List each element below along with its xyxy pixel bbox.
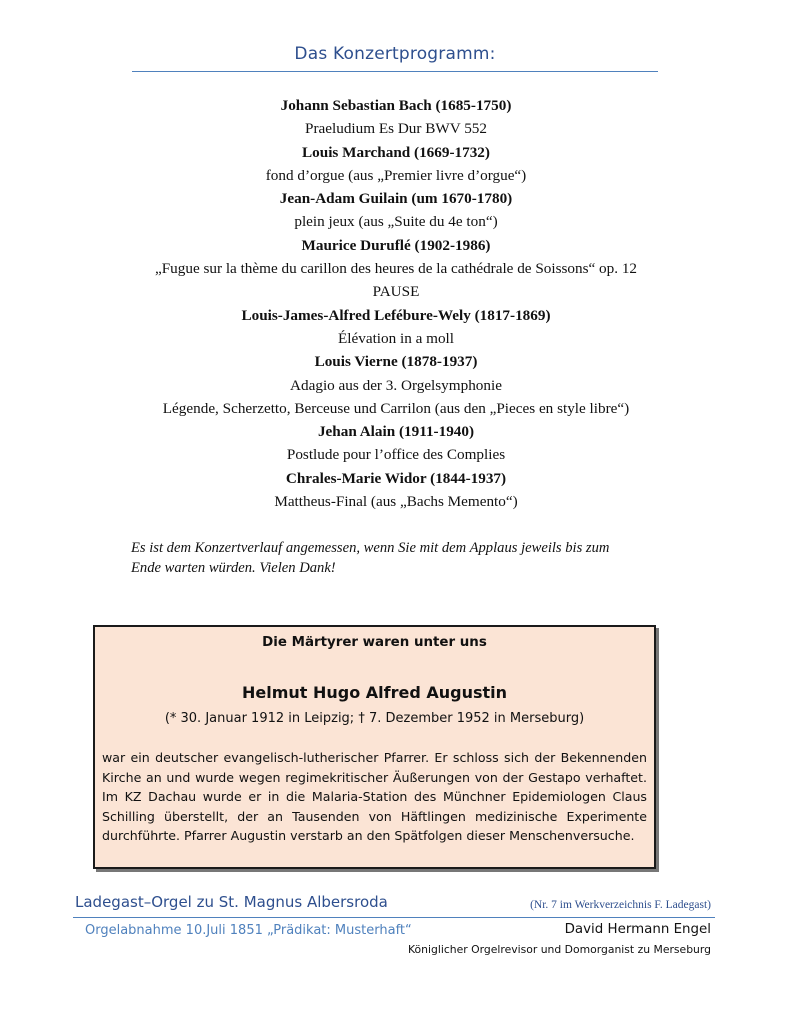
- biography-line: war ein deutscher evangelisch-lutherischer Pfarrer. Er schloss sich der Bekennenden: [102, 750, 647, 765]
- program-line: Praeludium Es Dur BWV 552: [305, 120, 487, 138]
- program-line: Adagio aus der 3. Orgelsymphonie: [290, 376, 502, 394]
- footer-acceptance: Orgelabnahme 10.Juli 1851 „Prädikat: Musterhaft“: [85, 923, 412, 938]
- biography-line: Im KZ Dachau wurde er in die Malaria-Station des Münchner Epidemiologen Claus: [102, 789, 647, 804]
- program-line: plein jeux (aus „Suite du 4e ton“): [294, 213, 498, 231]
- biography-line: durchführte. Pfarrer Augustin verstarb an den Spätfolgen dieser Menschenversuche.: [102, 828, 635, 843]
- footer-organ-name: Ladegast–Orgel zu St. Magnus Albersroda: [75, 893, 388, 911]
- box-person-name: Helmut Hugo Alfred Augustin: [241, 683, 508, 702]
- program-line: Mattheus-Final (aus „Bachs Memento“): [274, 493, 518, 511]
- footer-catalog-ref: (Nr. 7 im Werkverzeichnis F. Ladegast): [530, 899, 711, 911]
- martyr-info-box: [93, 625, 656, 869]
- program-line: PAUSE: [372, 283, 420, 301]
- program-line: Jean-Adam Guilain (um 1670-1780): [279, 190, 513, 208]
- program-line: Louis-James-Alfred Lefébure-Wely (1817-1869): [241, 306, 551, 324]
- program-line: Jehan Alain (1911-1940): [317, 423, 475, 441]
- concert-program: [60, 94, 732, 513]
- program-line: fond d’orgue (aus „Premier livre d’orgue“): [265, 166, 527, 184]
- program-line: Louis Vierne (1878-1937): [314, 353, 478, 371]
- applause-note: [131, 538, 691, 578]
- program-line: Maurice Duruflé (1902-1986): [301, 236, 491, 254]
- footer-author: David Hermann Engel: [564, 922, 711, 937]
- page-title: Das Konzertprogramm:: [294, 44, 496, 64]
- note-line: Es ist dem Konzertverlauf angemessen, wenn Sie mit dem Applaus jeweils bis zum: [131, 540, 610, 556]
- program-line: Légende, Scherzetto, Berceuse und Carrilon (aus den „Pieces en style libre“): [162, 399, 630, 417]
- footer-author-role: Königlicher Orgelrevisor und Domorganist zu Merseburg: [408, 943, 711, 956]
- biography-line: Kirche an und wurde wegen regimekritischer Äußerungen von der Gestapo verhaftet.: [102, 769, 647, 785]
- program-line: Postlude pour l’office des Complies: [286, 446, 506, 464]
- program-line: Chrales-Marie Widor (1844-1937): [285, 469, 507, 487]
- box-biography: [102, 748, 647, 846]
- title-divider: [132, 71, 658, 72]
- program-line: Élévation in a moll: [338, 329, 454, 347]
- box-title: Die Märtyrer waren unter uns: [262, 635, 487, 650]
- program-line: Louis Marchand (1669-1732): [302, 143, 490, 161]
- box-person-dates: (* 30. Januar 1912 in Leipzig; † 7. Dezember 1952 in Merseburg): [164, 711, 585, 726]
- program-line: Johann Sebastian Bach (1685-1750): [280, 97, 512, 114]
- note-line: Ende warten würden. Vielen Dank!: [131, 560, 336, 576]
- footer-divider: [73, 917, 715, 918]
- program-line: „Fugue sur la thème du carillon des heures de la cathédrale de Soissons“ op. 12: [154, 260, 638, 278]
- biography-line: Schilling überstellt, der an Tausenden von Häftlingen medizinische Experimente: [102, 808, 647, 824]
